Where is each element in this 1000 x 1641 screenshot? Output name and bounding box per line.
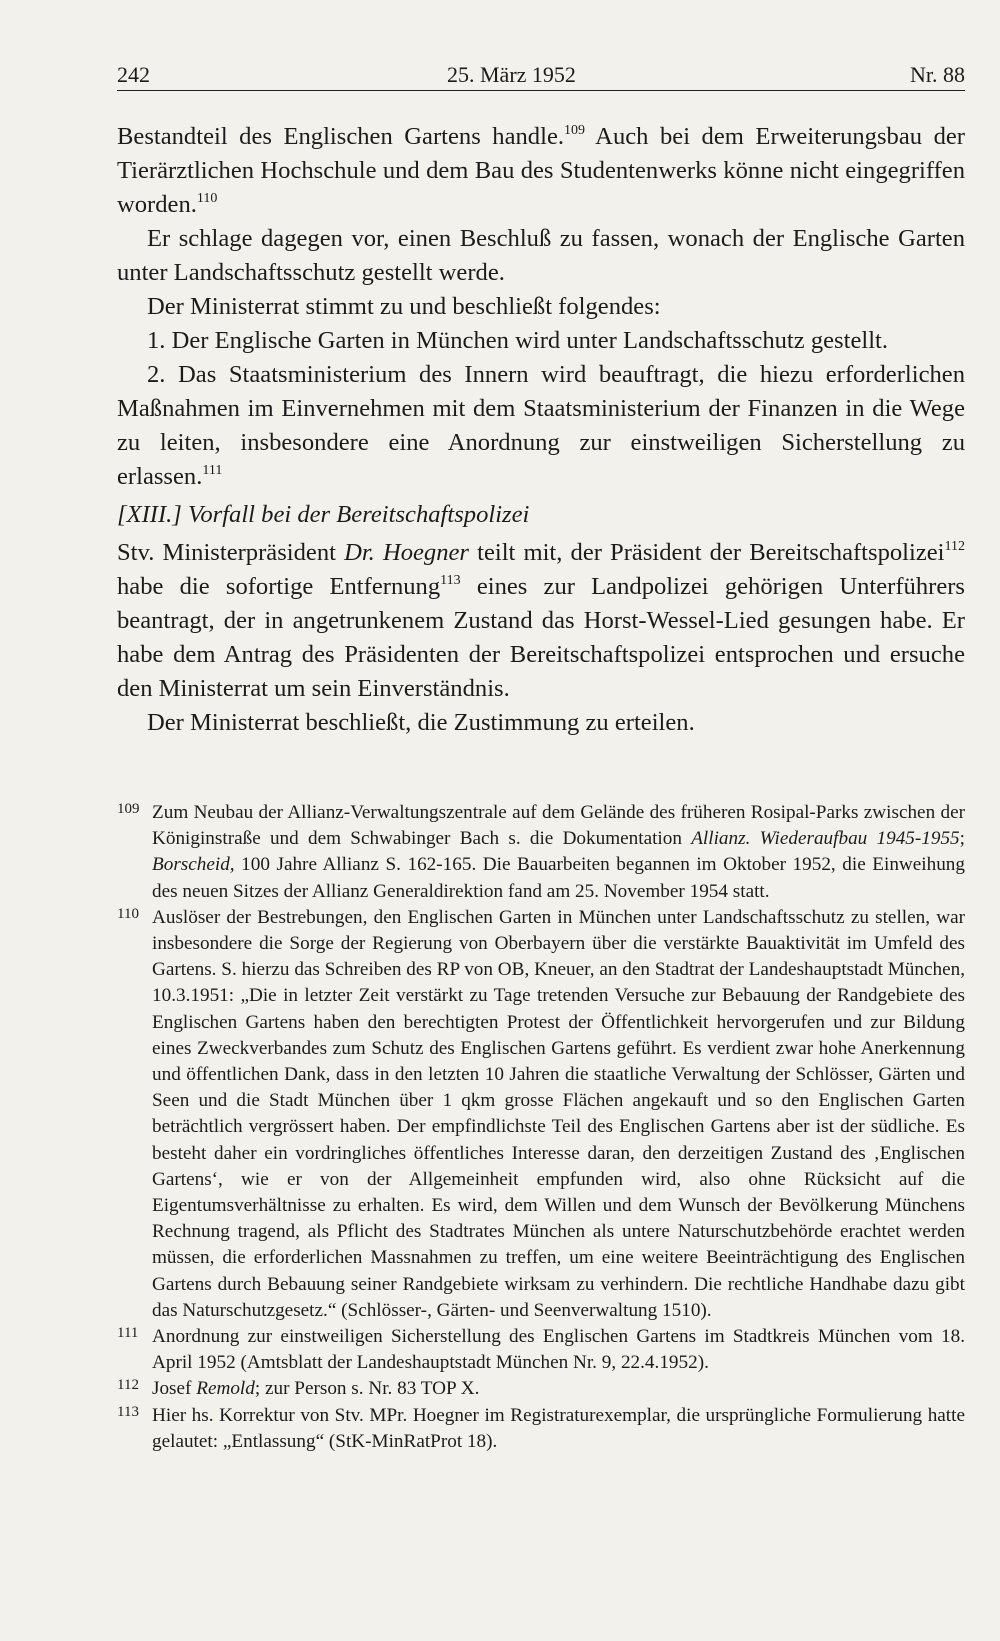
footnote-number: 110 bbox=[117, 905, 139, 922]
person-name: Dr. Hoegner bbox=[344, 539, 469, 566]
paragraph: Stv. Ministerpräsident Dr. Hoegner teilt mit, der Präsident der Bereitschaftspolizei$^{112}$ habe die sofortige Entfernung$^{113}$ eines zur Landpolizei gehörigen Unterführers beantragt, der in angetrunkenem Zustand das Horst-Wessel-Lied gesungen habe. Er habe dem Antrag des Präsidenten der Bereitschaftspolizei entsprochen und ersuche den Ministerrat um sein Einverständnis. bbox=[117, 539, 965, 702]
footnote-ref: 112 bbox=[944, 539, 965, 554]
paragraph: Bestandteil des Englischen Gartens handle.$^{109}$ Auch bei dem Erweiterungsbau der Tierärztlichen Hochschule und dem Bau des Studentenwerks könne nicht eingegriffen worden.$^{110}$ bbox=[117, 123, 965, 218]
paragraph: Der Ministerrat stimmt zu und beschließt folgendes: bbox=[147, 293, 661, 320]
footnote-113: 113 Hier hs. Korrektur von Stv. MPr. Hoegner im Registraturexemplar, die ursprüngliche Formulierung hatte gelautet: „Entlassung“ (StK-MinRatProt 18). bbox=[117, 1403, 965, 1455]
footnote-ref: 113 bbox=[440, 573, 461, 588]
footnote-ref: 109 bbox=[564, 123, 586, 138]
resolution-item-1: 1. Der Englische Garten in München wird unter Landschaftsschutz gestellt. bbox=[147, 327, 889, 354]
header-date: 25. März 1952 bbox=[447, 62, 576, 87]
section-title: Vorfall bei der Bereitschaftspolizei bbox=[188, 501, 530, 528]
footnotes bbox=[117, 800, 965, 1455]
running-header bbox=[117, 60, 965, 91]
document-number: Nr. 88 bbox=[910, 62, 965, 87]
footnote-number: 111 bbox=[117, 1325, 139, 1342]
footnote-110: 110 Auslöser der Bestrebungen, den Englischen Garten in München unter Landschaftsschutz zu stellen, war insbesondere die Sorge der Regierung von Oberbayern über die verstärkte Bauaktivität im Umfeld des Gartens. S. hierzu das Schreiben des RP von OB, Kneuer, an den Stadtrat der Landeshauptstadt München, 10.3.1951: „Die in letzter Zeit verstärkt zu Tage tretenden Versuche zur Bebauung der Randgebiete des Englischen Gartens haben den berechtigten Protest der Öffentlichkeit hervorgerufen und zur Bildung eines Zweckverbandes zum Schutz des Englischen Gartens geführt. Es verdient zwar hohe Anerkennung und öffentlichen Dank, dass in den letzten 10 Jahren die staatliche Verwaltung der Schlösser, Gärten und Seen und die Stadt München über 1 qkm grosse Flächen angekauft und so den Englischen Garten beträchtlich vergrössert haben. Der empfindlichste Teil des Englischen Gartens aber ist der südliche. Es besteht daher ein vordringliches öffentliches Interesse daran, den derzeitigen Zustand des ‚Englischen Gartens‘, wie er von der Allgemeinheit empfunden wird, also ohne Rücksicht auf die Eigentumsverhältnisse zu erhalten. Es wird, dem Willen und dem Wunsch der Bevölkerung Münchens Rechnung tragend, als Pflicht des Stadtrates München als untere Naturschutzbehörde erachtet werden müssen, die erforderlichen Massnahmen zu treffen, um eine weitere Beeinträchtigung des Englischen Gartens durch Bebauung seiner Randgebiete wirksam zu verhindern. Die rechtliche Handhabe dazu gibt das Naturschutzgesetz.“ (Schlösser-, Gärten- und Seenverwaltung 1510). bbox=[117, 905, 965, 1324]
paragraph: Der Ministerrat beschließt, die Zustimmung zu erteilen. bbox=[147, 709, 695, 736]
paragraph: Er schlage dagegen vor, einen Beschluß zu fassen, wonach der Englische Garten unter Landschaftsschutz gestellt werde. bbox=[117, 225, 965, 286]
page-number: 242 bbox=[117, 62, 150, 87]
footnote-ref: 111 bbox=[202, 463, 223, 478]
footnote-number: 112 bbox=[117, 1377, 139, 1394]
footnote-112: 112 Josef Remold; zur Person s. Nr. 83 TOP X. bbox=[117, 1376, 965, 1402]
main-text bbox=[117, 120, 965, 740]
section-number: [XIII.] bbox=[117, 501, 182, 528]
footnote-number: 113 bbox=[117, 1403, 139, 1420]
footnote-number: 109 bbox=[117, 801, 140, 817]
footnote-109: 109 Zum Neubau der Allianz-Verwaltungszentrale auf dem Gelände des früheren Rosipal-Parks zwischen der Königinstraße und dem Schwabinger Bach s. die Dokumentation Allianz. Wiederaufbau 1945-1955; Borscheid, 100 Jahre Allianz S. 162-165. Die Bauarbeiten begannen im Oktober 1952, die Einweihung des neuen Sitzes der Allianz Generaldirektion fand am 25. November 1954 statt. bbox=[117, 800, 965, 905]
resolution-item-2: 2. Das Staatsministerium des Innern wird beauftragt, die hiezu erforderlichen Maßnahmen im Einvernehmen mit dem Staatsministerium der Finanzen in die Wege zu leiten, insbesondere eine Anordnung zur einstweiligen Sicherstellung zu erlassen.$^{111}$ bbox=[117, 361, 965, 490]
section-heading bbox=[117, 498, 965, 532]
footnote-ref: 110 bbox=[196, 191, 218, 206]
footnote-111: 111 Anordnung zur einstweiligen Sicherstellung des Englischen Gartens im Stadtkreis München vom 18. April 1952 (Amtsblatt der Landeshauptstadt München Nr. 9, 22.4.1952). bbox=[117, 1324, 965, 1376]
